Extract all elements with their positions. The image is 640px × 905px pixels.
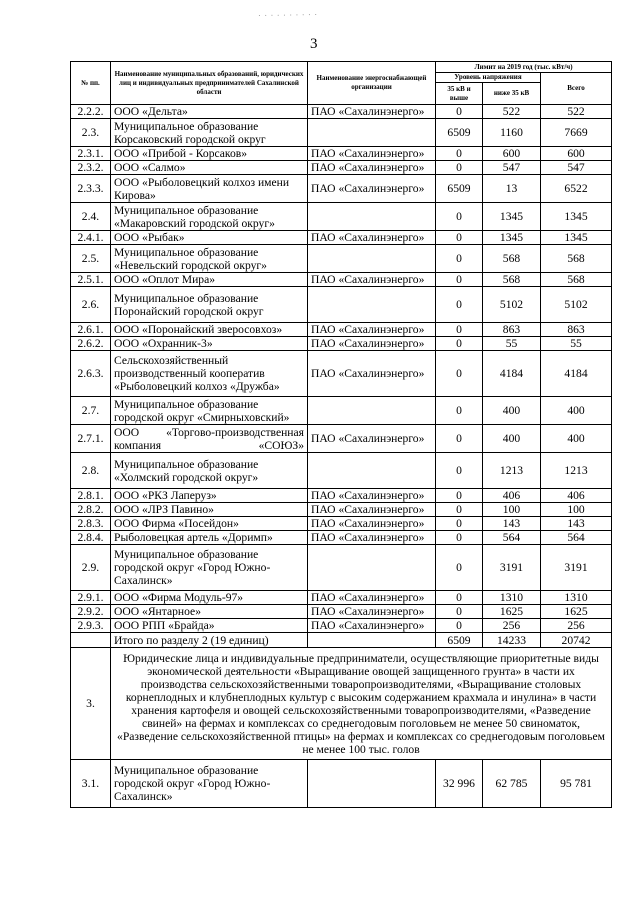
row-35kv: 0 (436, 273, 483, 287)
table-row (71, 175, 612, 203)
subtotal-label: Итого по разделу 2 (19 единиц) (111, 633, 308, 648)
row-name: ООО «Фирма Модуль-97» (111, 591, 308, 605)
table-row (71, 545, 612, 591)
row-below-35kv: 143 (483, 517, 541, 531)
row-35kv: 0 (436, 453, 483, 489)
row-number: 2.6.1. (71, 323, 111, 337)
row-name: ООО «Прибой - Корсаков» (111, 147, 308, 161)
header-total: Всего (541, 73, 612, 105)
header-voltage: Уровень напряжения (436, 73, 541, 83)
row-below-35kv: 600 (483, 147, 541, 161)
row-organization: ПАО «Сахалинэнерго» (308, 605, 436, 619)
row31-name: Муниципальное образование городской округ «Город Южно-Сахалинск» (111, 760, 308, 808)
row-organization: ПАО «Сахалинэнерго» (308, 175, 436, 203)
row-below-35kv: 406 (483, 489, 541, 503)
row-number: 2.6.2. (71, 337, 111, 351)
row-total: 1625 (541, 605, 612, 619)
row-35kv: 0 (436, 425, 483, 453)
row-organization: ПАО «Сахалинэнерго» (308, 619, 436, 633)
table-row (71, 245, 612, 273)
row-below-35kv: 522 (483, 105, 541, 119)
row-name: Рыболовецкая артель «Доримп» (111, 531, 308, 545)
row-35kv: 0 (436, 287, 483, 323)
row-total: 1310 (541, 591, 612, 605)
row-below-35kv: 4184 (483, 351, 541, 397)
row-below-35kv: 863 (483, 323, 541, 337)
row-35kv: 0 (436, 161, 483, 175)
table-row (71, 161, 612, 175)
row-below-35kv: 5102 (483, 287, 541, 323)
row-below-35kv: 3191 (483, 545, 541, 591)
row-number: 2.8.2. (71, 503, 111, 517)
row31-below-35kv: 62 785 (483, 760, 541, 808)
row-number: 2.8.4. (71, 531, 111, 545)
row-organization: ПАО «Сахалинэнерго» (308, 161, 436, 175)
row-35kv: 0 (436, 545, 483, 591)
row-name: ООО «РКЗ Лаперуз» (111, 489, 308, 503)
row-name: Муниципальное образование Поронайский городской округ (111, 287, 308, 323)
row-35kv: 0 (436, 397, 483, 425)
row-number: 2.8. (71, 453, 111, 489)
row-35kv: 6509 (436, 175, 483, 203)
row-number: 2.8.3. (71, 517, 111, 531)
subtotal-total: 20742 (541, 633, 612, 648)
table-row (71, 273, 612, 287)
row-number: 2.7.1. (71, 425, 111, 453)
row-below-35kv: 13 (483, 175, 541, 203)
row-below-35kv: 55 (483, 337, 541, 351)
row-name: Муниципальное образование «Невельский городской округ» (111, 245, 308, 273)
row-number: 2.3.1. (71, 147, 111, 161)
row-total: 547 (541, 161, 612, 175)
header-name: Наименование муниципальных образований, юридических лиц и индивидуальных предпринимателей Сахалинской области (111, 62, 308, 105)
subtotal-org-cell (308, 633, 436, 648)
section3-description: Юридические лица и индивидуальные предприниматели, осуществляющие приоритетные виды экономической деятельности «Выращивание овощей защищенного грунта» в части их производства сельскохозяйственными товаропроизводителями, «Выращивание столовых корнеплодных и клубнеплодных культур с высоким содержанием крахмала и инулина» в части хранения картофеля и овощей сельскохозяйственными товаропроизводителями, «Разведение свиней» на фермах и комплексах со среднегодовым поголовьем не менее 50 свиноматок, «Разведение сельскохозяйственной птицы» на фермах и комплексах со среднегодовым поголовьем не менее 100 тыс. голов (111, 648, 612, 760)
row-name: ООО «Торгово-производственная компания «СОЮЗ» (111, 425, 308, 453)
row-name: ООО «ЛРЗ Павино» (111, 503, 308, 517)
row31-organization (308, 760, 436, 808)
row-35kv: 0 (436, 231, 483, 245)
row-organization: ПАО «Сахалинэнерго» (308, 323, 436, 337)
row-total: 1345 (541, 203, 612, 231)
row-total: 564 (541, 531, 612, 545)
row-below-35kv: 400 (483, 397, 541, 425)
row-name: Муниципальное образование городской округ «Город Южно-Сахалинск» (111, 545, 308, 591)
row-organization (308, 287, 436, 323)
table-row (71, 517, 612, 531)
row-name: ООО «Салмо» (111, 161, 308, 175)
row-total: 522 (541, 105, 612, 119)
row-name: ООО «Поронайский зверосовхоз» (111, 323, 308, 337)
header-number: № пп. (71, 62, 111, 105)
row-35kv: 6509 (436, 119, 483, 147)
row-35kv: 0 (436, 323, 483, 337)
row-name: Сельскохозяйственный производственный кооператив «Рыболовецкий колхоз «Дружба» (111, 351, 308, 397)
row-number: 2.7. (71, 397, 111, 425)
row-below-35kv: 400 (483, 425, 541, 453)
row-organization (308, 119, 436, 147)
faded-stamp: · · · · · · · · · · (257, 9, 318, 21)
row-number: 2.6. (71, 287, 111, 323)
subtotal-35kv: 6509 (436, 633, 483, 648)
row-organization: ПАО «Сахалинэнерго» (308, 351, 436, 397)
row-below-35kv: 1345 (483, 203, 541, 231)
row-35kv: 0 (436, 517, 483, 531)
row-number: 2.8.1. (71, 489, 111, 503)
header-organization: Наименование энергоснабжающей организации (308, 62, 436, 105)
row-name: ООО «Рыболовецкий колхоз имени Кирова» (111, 175, 308, 203)
row31-35kv: 32 996 (436, 760, 483, 808)
header-below-35kv: ниже 35 кВ (483, 83, 541, 105)
row-organization (308, 397, 436, 425)
table-row (71, 287, 612, 323)
row-name: ООО «Оплот Мира» (111, 273, 308, 287)
row-35kv: 0 (436, 605, 483, 619)
row-total: 1345 (541, 231, 612, 245)
row-total: 143 (541, 517, 612, 531)
row-organization: ПАО «Сахалинэнерго» (308, 273, 436, 287)
energy-limit-table (70, 61, 612, 808)
row-number: 2.3.2. (71, 161, 111, 175)
row-name: Муниципальное образование Корсаковский городской округ (111, 119, 308, 147)
row31-number: 3.1. (71, 760, 111, 808)
row-below-35kv: 100 (483, 503, 541, 517)
row-organization: ПАО «Сахалинэнерго» (308, 517, 436, 531)
row-35kv: 0 (436, 503, 483, 517)
row-below-35kv: 1310 (483, 591, 541, 605)
row-below-35kv: 256 (483, 619, 541, 633)
row-number: 2.4.1. (71, 231, 111, 245)
row-35kv: 0 (436, 337, 483, 351)
table-row (71, 105, 612, 119)
section3-number: 3. (71, 648, 111, 760)
row-35kv: 0 (436, 203, 483, 231)
table-row (71, 203, 612, 231)
row-35kv: 0 (436, 489, 483, 503)
row-total: 600 (541, 147, 612, 161)
page-number: 3 (310, 36, 318, 52)
row-total: 406 (541, 489, 612, 503)
table-row (71, 351, 612, 397)
row-name: ООО «Охранник-3» (111, 337, 308, 351)
table-row (71, 605, 612, 619)
row-35kv: 0 (436, 351, 483, 397)
row31-total: 95 781 (541, 760, 612, 808)
row-name: ООО Фирма «Посейдон» (111, 517, 308, 531)
row-number: 2.5. (71, 245, 111, 273)
table-row (71, 591, 612, 605)
row-below-35kv: 1213 (483, 453, 541, 489)
row-35kv: 0 (436, 245, 483, 273)
table-row (71, 453, 612, 489)
row-name: Муниципальное образование «Холмский городской округ» (111, 453, 308, 489)
row-organization: ПАО «Сахалинэнерго» (308, 147, 436, 161)
table-row (71, 323, 612, 337)
subtotal-below-35kv: 14233 (483, 633, 541, 648)
row-organization: ПАО «Сахалинэнерго» (308, 591, 436, 605)
row-total: 7669 (541, 119, 612, 147)
row-number: 2.9.2. (71, 605, 111, 619)
row-organization (308, 245, 436, 273)
row-35kv: 0 (436, 619, 483, 633)
row-total: 400 (541, 425, 612, 453)
row-total: 100 (541, 503, 612, 517)
row-total: 568 (541, 245, 612, 273)
table-row (71, 619, 612, 633)
row-below-35kv: 1345 (483, 231, 541, 245)
row-total: 6522 (541, 175, 612, 203)
row-number: 2.9. (71, 545, 111, 591)
row-organization (308, 545, 436, 591)
row-below-35kv: 564 (483, 531, 541, 545)
table-row (71, 231, 612, 245)
subtotal-number-cell (71, 633, 111, 648)
row-35kv: 0 (436, 105, 483, 119)
row-name: Муниципальное образование «Макаровский городской округ» (111, 203, 308, 231)
header-limit: Лимит на 2019 год (тыс. кВт/ч) (436, 62, 612, 73)
row-total: 1213 (541, 453, 612, 489)
row-total: 5102 (541, 287, 612, 323)
table-row (71, 397, 612, 425)
row-total: 568 (541, 273, 612, 287)
row-total: 55 (541, 337, 612, 351)
row-number: 2.9.1. (71, 591, 111, 605)
row-total: 400 (541, 397, 612, 425)
row-total: 863 (541, 323, 612, 337)
row-name: ООО «Рыбак» (111, 231, 308, 245)
row-35kv: 0 (436, 147, 483, 161)
table-row (71, 489, 612, 503)
row-organization: ПАО «Сахалинэнерго» (308, 531, 436, 545)
row-organization: ПАО «Сахалинэнерго» (308, 425, 436, 453)
row-total: 4184 (541, 351, 612, 397)
row-below-35kv: 568 (483, 273, 541, 287)
row-below-35kv: 1160 (483, 119, 541, 147)
row-name: Муниципальное образование городской округ «Смирныховский» (111, 397, 308, 425)
row-number: 2.4. (71, 203, 111, 231)
table-row (71, 425, 612, 453)
header-35kv: 35 кВ и выше (436, 83, 483, 105)
table-row (71, 119, 612, 147)
row-number: 2.5.1. (71, 273, 111, 287)
row-number: 2.9.3. (71, 619, 111, 633)
row-35kv: 0 (436, 531, 483, 545)
table-row (71, 337, 612, 351)
row-below-35kv: 568 (483, 245, 541, 273)
row-number: 2.3. (71, 119, 111, 147)
row-number: 2.3.3. (71, 175, 111, 203)
row-organization (308, 453, 436, 489)
row-number: 2.2.2. (71, 105, 111, 119)
row-name: ООО «Янтарное» (111, 605, 308, 619)
row-organization: ПАО «Сахалинэнерго» (308, 337, 436, 351)
row-organization (308, 203, 436, 231)
row-organization: ПАО «Сахалинэнерго» (308, 503, 436, 517)
row-number: 2.6.3. (71, 351, 111, 397)
table-row (71, 147, 612, 161)
row-name: ООО РПП «Брайда» (111, 619, 308, 633)
row-35kv: 0 (436, 591, 483, 605)
row-total: 256 (541, 619, 612, 633)
row-below-35kv: 1625 (483, 605, 541, 619)
table-row (71, 531, 612, 545)
row-organization: ПАО «Сахалинэнерго» (308, 105, 436, 119)
row-below-35kv: 547 (483, 161, 541, 175)
table-row (71, 503, 612, 517)
row-organization: ПАО «Сахалинэнерго» (308, 231, 436, 245)
row-total: 3191 (541, 545, 612, 591)
row-organization: ПАО «Сахалинэнерго» (308, 489, 436, 503)
row-name: ООО «Дельта» (111, 105, 308, 119)
